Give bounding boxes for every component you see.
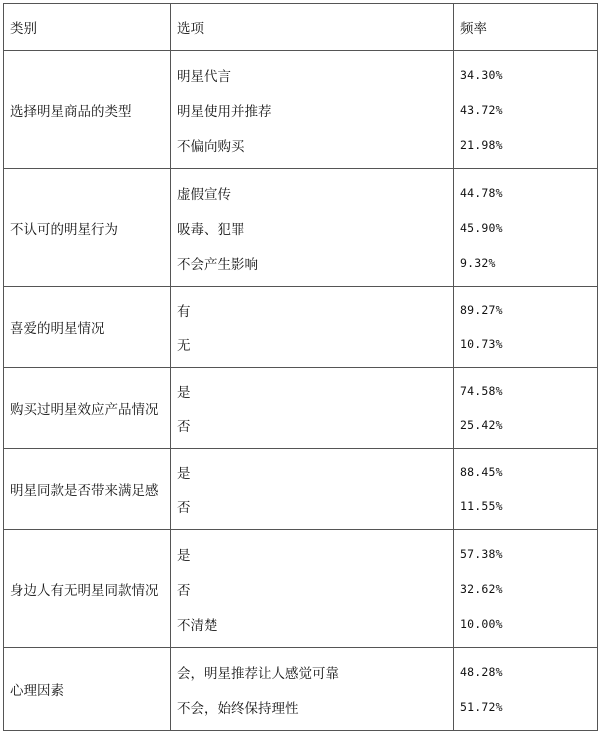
frequency-cell [454, 51, 598, 169]
option-text: 否 [177, 582, 191, 599]
option-text: 不偏向购买 [177, 138, 245, 155]
table-row [4, 648, 598, 731]
header-frequency: 频率 [454, 4, 598, 51]
option-text: 明星使用并推荐 [177, 103, 272, 120]
option-text: 是 [177, 547, 191, 564]
frequency-value: 89.27% [460, 303, 503, 317]
header-category: 类别 [4, 4, 171, 51]
category-cell: 明星同款是否带来满足感 [4, 449, 171, 530]
table-row [4, 169, 598, 287]
option-text: 是 [177, 466, 191, 482]
frequency-cell [454, 287, 598, 368]
option-text: 吸毒、犯罪 [177, 221, 245, 238]
category-cell: 不认可的明星行为 [4, 169, 171, 287]
frequency-value: 11.55% [460, 499, 503, 513]
option-text: 不清楚 [177, 617, 218, 634]
frequency-value: 34.30% [460, 67, 503, 82]
option-text: 否 [177, 419, 191, 435]
option-text: 有 [177, 304, 191, 320]
category-cell: 喜爱的明星情况 [4, 287, 171, 368]
option-cell [171, 368, 454, 449]
category-cell: 身边人有无明星同款情况 [4, 530, 171, 648]
frequency-value: 9.32% [460, 255, 496, 270]
option-cell [171, 648, 454, 731]
frequency-value: 10.00% [460, 616, 503, 631]
frequency-value: 45.90% [460, 220, 503, 235]
survey-table [3, 3, 598, 731]
option-text: 否 [177, 500, 191, 516]
category-cell: 购买过明星效应产品情况 [4, 368, 171, 449]
option-cell [171, 449, 454, 530]
table-row [4, 368, 598, 449]
frequency-value: 44.78% [460, 185, 503, 200]
header-option: 选项 [171, 4, 454, 51]
option-cell [171, 51, 454, 169]
frequency-cell [454, 368, 598, 449]
table-row [4, 449, 598, 530]
option-cell [171, 530, 454, 648]
table-row [4, 51, 598, 169]
option-text: 不会产生影响 [177, 256, 258, 273]
table-body [4, 4, 598, 731]
option-cell [171, 287, 454, 368]
frequency-cell [454, 648, 598, 731]
frequency-value: 32.62% [460, 581, 503, 596]
option-text: 虚假宣传 [177, 186, 231, 203]
table-row [4, 530, 598, 648]
frequency-value: 74.58% [460, 384, 503, 398]
option-text: 无 [177, 338, 191, 354]
frequency-value: 10.73% [460, 337, 503, 351]
category-cell: 心理因素 [4, 648, 171, 731]
table-row [4, 287, 598, 368]
category-cell: 选择明星商品的类型 [4, 51, 171, 169]
option-text: 是 [177, 385, 191, 401]
frequency-value: 25.42% [460, 418, 503, 432]
frequency-cell [454, 530, 598, 648]
frequency-value: 88.45% [460, 465, 503, 479]
frequency-value: 43.72% [460, 102, 503, 117]
frequency-cell [454, 169, 598, 287]
option-text: 会，明星推荐让人感觉可靠 [177, 665, 339, 682]
header-row [4, 4, 598, 51]
frequency-cell [454, 449, 598, 530]
frequency-value: 57.38% [460, 546, 503, 561]
option-text: 不会，始终保持理性 [177, 700, 299, 717]
frequency-value: 48.28% [460, 664, 503, 679]
frequency-value: 21.98% [460, 137, 503, 152]
option-text: 明星代言 [177, 68, 231, 85]
option-cell [171, 169, 454, 287]
frequency-value: 51.72% [460, 699, 503, 714]
